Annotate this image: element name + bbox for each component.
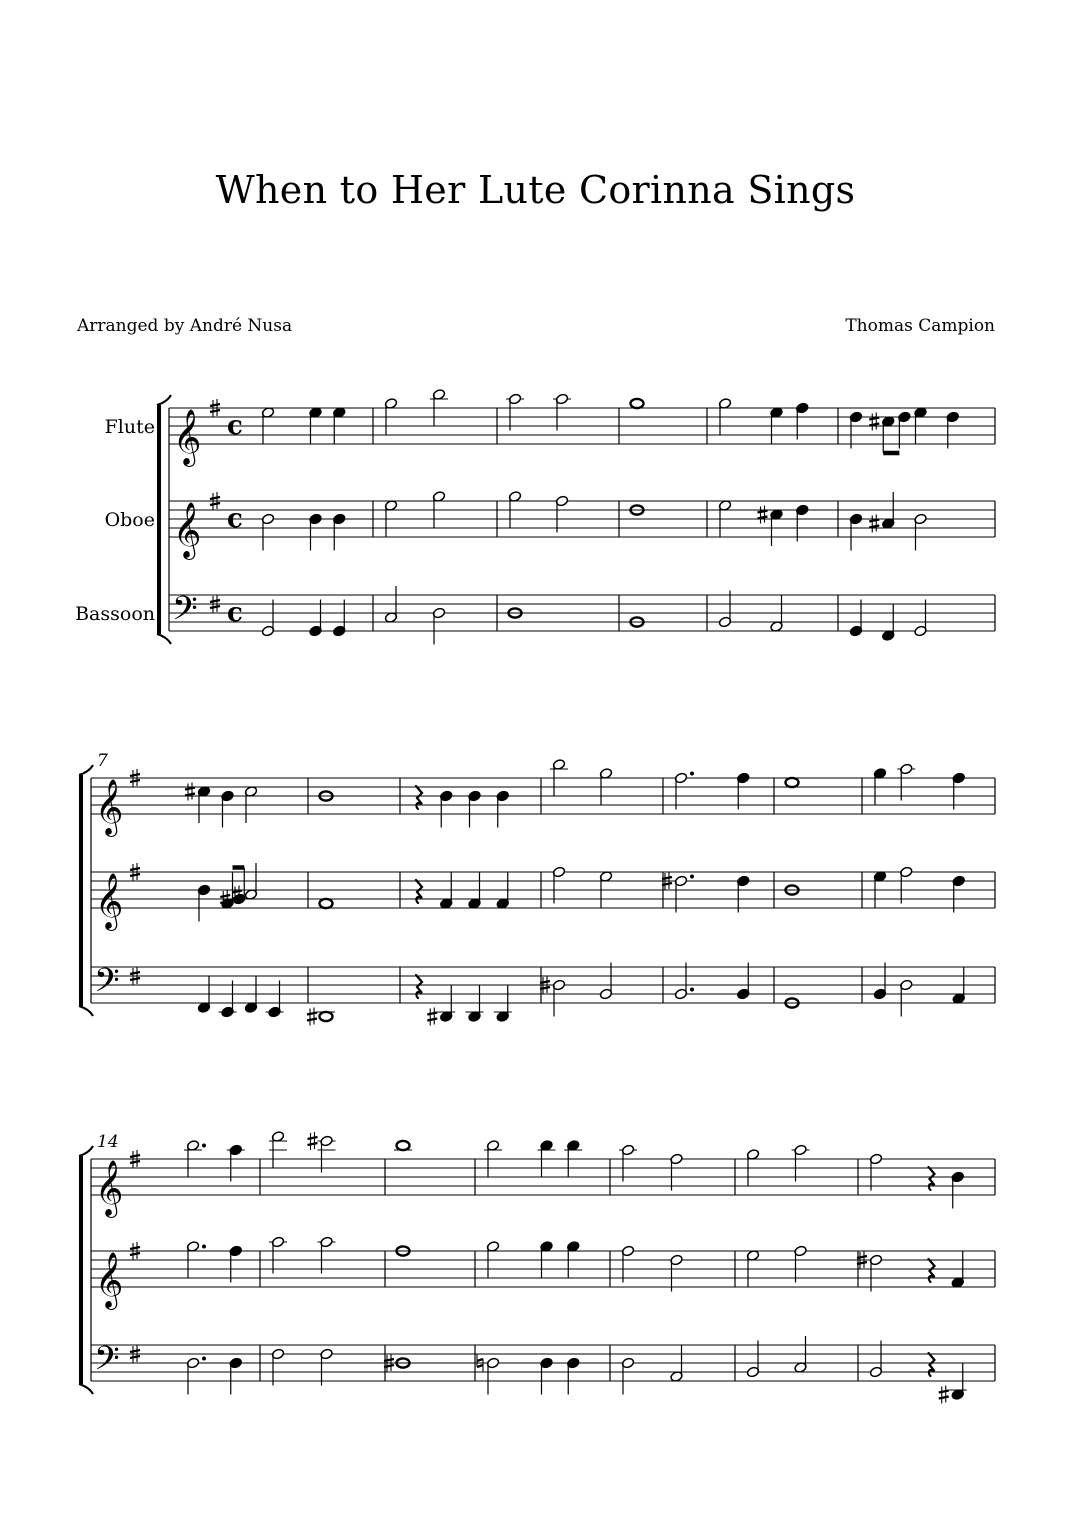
note: [271, 1348, 284, 1385]
note: [900, 866, 913, 903]
note: [384, 398, 397, 435]
note: [746, 1250, 759, 1287]
note: [320, 899, 333, 908]
note: [244, 976, 257, 1013]
note: [794, 1336, 807, 1373]
augmentation-dot: [202, 1144, 206, 1148]
note: [900, 979, 913, 1016]
note: [540, 1241, 553, 1278]
note: [333, 600, 346, 637]
note: [508, 491, 521, 528]
composer-credit: Thomas Campion: [845, 316, 995, 336]
note: [737, 772, 750, 809]
note: [746, 1341, 759, 1378]
note: [320, 1348, 333, 1385]
note: [794, 1245, 807, 1282]
note: [266, 981, 284, 1018]
whole-notehead: [320, 1012, 333, 1021]
note: [318, 1236, 336, 1273]
note: [869, 413, 895, 454]
note: [873, 768, 886, 805]
note: [384, 500, 397, 537]
bracket-top: [157, 395, 171, 405]
staff-oboe: [91, 1242, 995, 1310]
note: [244, 786, 257, 823]
measure-number: 14: [97, 1132, 119, 1152]
measure: [384, 389, 448, 645]
whole-notehead: [397, 1141, 410, 1150]
note: [952, 772, 965, 809]
system: [79, 1131, 995, 1404]
note: [186, 1357, 206, 1395]
note: [796, 504, 809, 541]
note: [333, 513, 346, 550]
note: [309, 600, 322, 637]
note: [496, 790, 509, 827]
note: [468, 790, 481, 827]
measure-number: 7: [97, 751, 108, 771]
augmentation-dot: [202, 1245, 206, 1249]
staff-oboe: [91, 863, 995, 931]
note: [869, 492, 895, 533]
common-time-icon: c: [227, 598, 243, 628]
note: [914, 600, 927, 637]
treble-clef-icon: 𝄞: [95, 1160, 124, 1216]
whole-notehead: [786, 778, 799, 787]
note: [432, 491, 445, 528]
sharp-icon: [307, 1008, 317, 1026]
quarter-rest-icon: [929, 1167, 935, 1190]
measure: [718, 398, 809, 633]
note: [631, 399, 644, 408]
bracket-top: [79, 765, 93, 775]
augmentation-dot: [690, 875, 694, 879]
measure: [185, 783, 284, 1018]
augmentation-dot: [690, 772, 694, 776]
note: [552, 866, 565, 903]
note: [427, 985, 455, 1026]
note: [261, 513, 274, 550]
note: [484, 1140, 502, 1177]
measure: [184, 1140, 245, 1395]
note: [849, 411, 862, 448]
note: [197, 884, 210, 921]
quarter-rest-icon: [416, 975, 422, 998]
note: [599, 768, 612, 805]
system: [75, 389, 995, 645]
staff-flute: [91, 769, 995, 837]
note: [567, 1241, 580, 1278]
note: [670, 1153, 683, 1190]
note: [184, 1140, 206, 1177]
note: [564, 1140, 582, 1177]
note: [550, 759, 568, 796]
note: [229, 1357, 242, 1394]
note: [718, 398, 731, 435]
note: [952, 875, 965, 912]
sharp-icon: [185, 783, 195, 801]
note: [384, 586, 397, 623]
note: [333, 407, 346, 444]
note: [599, 963, 612, 1000]
treble-clef-icon: 𝄞: [95, 779, 124, 835]
note: [506, 393, 524, 430]
note: [621, 1245, 634, 1282]
note: [873, 871, 886, 908]
note: [849, 513, 862, 550]
sharp-icon: [427, 1008, 437, 1026]
note: [849, 600, 862, 637]
note: [898, 411, 911, 448]
note: [440, 872, 453, 909]
note: [770, 595, 783, 632]
quarter-rest-icon: [416, 880, 422, 903]
note: [494, 985, 512, 1022]
bass-clef-icon: 𝄢: [172, 590, 198, 636]
bass-clef-icon: 𝄢: [94, 1340, 120, 1386]
staff-flute: [91, 1150, 995, 1218]
staff-flute: [169, 399, 995, 467]
note: [468, 872, 481, 909]
note: [466, 985, 484, 1022]
sharp-icon: [939, 1386, 949, 1404]
quarter-rest-icon: [929, 1353, 935, 1376]
instrument-name-bassoon: Bassoon: [75, 603, 155, 625]
measure: [384, 1141, 412, 1372]
system: [79, 751, 995, 1026]
note: [621, 1357, 634, 1394]
sharp-icon: [869, 413, 879, 431]
note: [432, 607, 445, 644]
note: [869, 1153, 882, 1190]
note: [869, 1341, 882, 1378]
note: [770, 407, 783, 444]
note: [555, 495, 568, 532]
note: [269, 1236, 287, 1273]
note: [857, 1251, 883, 1292]
sharp-icon: [308, 1132, 318, 1150]
note: [540, 976, 566, 1017]
note: [185, 783, 211, 824]
note: [553, 393, 571, 430]
measure: [416, 786, 512, 1026]
augmentation-dot: [202, 1357, 206, 1361]
note: [737, 963, 750, 1000]
note: [674, 772, 694, 810]
note: [670, 1254, 683, 1291]
note: [309, 513, 322, 550]
note: [946, 411, 959, 448]
instrument-name-flute: Flute: [104, 416, 155, 438]
bracket-bottom: [157, 634, 171, 644]
note: [718, 591, 731, 628]
measure: [849, 407, 959, 642]
measure: [746, 1144, 809, 1378]
treble-clef-icon: 𝄞: [95, 873, 124, 929]
bracket-bottom: [79, 1006, 93, 1016]
measure: [662, 772, 750, 1000]
note: [538, 1140, 556, 1177]
note: [486, 1241, 499, 1278]
note: [951, 1171, 964, 1208]
note: [758, 506, 784, 547]
note: [882, 604, 895, 641]
note: [261, 600, 274, 637]
note: [662, 872, 694, 913]
measure: [506, 393, 571, 617]
note: [440, 790, 453, 827]
note: [792, 1144, 810, 1181]
note: [477, 1354, 500, 1395]
note: [599, 871, 612, 908]
measure: [261, 407, 346, 637]
note: [914, 407, 927, 444]
note: [914, 513, 927, 550]
note: [540, 1357, 553, 1394]
note: [952, 967, 965, 1004]
measure: [477, 1140, 582, 1395]
note: [221, 790, 234, 827]
score-title: When to Her Lute Corinna Sings: [215, 168, 856, 212]
note: [951, 1251, 964, 1288]
instrument-name-oboe: Oboe: [104, 509, 155, 531]
note: [219, 981, 237, 1018]
note: [261, 407, 274, 444]
whole-notehead: [320, 899, 333, 908]
note: [308, 1132, 336, 1173]
note: [746, 1149, 759, 1186]
measure: [540, 759, 613, 1017]
bracket-top: [79, 1146, 93, 1156]
note: [309, 407, 322, 444]
note: [269, 1131, 287, 1168]
treble-clef-icon: 𝄞: [95, 1252, 124, 1308]
note: [394, 1141, 412, 1150]
note: [186, 1241, 206, 1278]
note: [229, 1245, 242, 1282]
measure: [786, 778, 799, 1008]
whole-notehead: [631, 399, 644, 408]
note: [307, 1008, 335, 1026]
note: [897, 763, 915, 800]
note: [873, 963, 886, 1000]
quarter-rest-icon: [929, 1259, 935, 1282]
treble-clef-icon: 𝄞: [173, 502, 202, 558]
note: [939, 1363, 967, 1404]
note: [796, 402, 809, 439]
note: [496, 872, 509, 909]
arranger-credit: Arranged by André Nusa: [77, 316, 293, 336]
quarter-rest-icon: [416, 786, 422, 809]
bass-clef-icon: 𝄢: [94, 962, 120, 1008]
note: [619, 1144, 637, 1181]
treble-clef-icon: 𝄞: [173, 409, 202, 465]
note: [197, 976, 210, 1013]
common-time-icon: c: [227, 411, 243, 441]
common-time-icon: c: [227, 504, 243, 534]
note: [718, 500, 731, 537]
bracket-bottom: [79, 1384, 93, 1394]
sharp-icon: [758, 506, 768, 524]
note: [737, 875, 750, 912]
measure: [269, 1131, 336, 1386]
note: [567, 1357, 580, 1394]
staff-bassoon: [169, 590, 995, 636]
measure: [631, 399, 644, 627]
note: [430, 389, 448, 426]
augmentation-dot: [690, 988, 694, 992]
note: [786, 778, 799, 787]
note: [227, 1144, 245, 1181]
sharp-icon: [869, 515, 879, 533]
note: [670, 1345, 683, 1382]
